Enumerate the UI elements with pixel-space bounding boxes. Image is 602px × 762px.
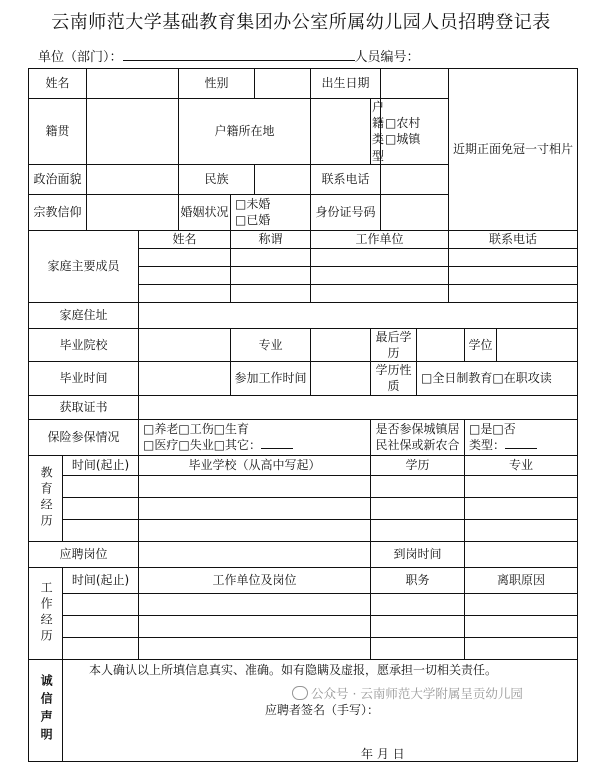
family-cell[interactable] [449,266,578,284]
edu-nature-options[interactable]: □全日制教育□在职攻读 [417,362,578,395]
watermark-text: 公众号 · 云南师范大学附属呈贡幼儿园 [311,686,523,701]
label-arrive: 到岗时间 [371,541,465,567]
label-marital: 婚姻状况 [179,194,231,230]
type-blank[interactable] [505,438,537,449]
label-birth: 出生日期 [311,69,381,99]
insurance-line1[interactable]: □养老□工伤□生育 [143,421,250,436]
edu-cell[interactable] [139,519,371,541]
work-cell[interactable] [139,637,371,659]
header-line [38,46,420,65]
label-id-no: 身份证号码 [311,194,381,230]
work-cell[interactable] [63,593,139,615]
edu-cell[interactable] [465,497,578,519]
label-degree: 学位 [465,328,497,361]
label-hukou-loc: 户籍所在地 [179,99,311,165]
field-phone[interactable] [381,164,449,194]
label-family [29,230,139,302]
edu-col-school: 毕业学校（从高中写起） [139,455,371,475]
unit-label: 单位（部门）： [38,50,123,65]
field-major[interactable] [311,328,371,361]
field-religion[interactable] [87,194,179,230]
label-edu: 最后学历 [371,328,417,361]
family-cell[interactable] [311,266,449,284]
work-row [29,637,578,659]
family-cell[interactable] [311,248,449,266]
edu-cell[interactable] [63,475,139,497]
yesno-options[interactable]: □是□否 [469,421,516,436]
insurance-yesno[interactable] [465,419,578,455]
edu-col-major: 专业 [465,455,578,475]
edu-col-degree: 学历 [371,455,465,475]
label-work-time: 参加工作时间 [231,362,311,395]
watermark [292,684,523,702]
family-cell[interactable] [231,266,311,284]
label-position: 应聘岗位 [29,541,139,567]
edu-cell[interactable] [465,475,578,497]
edu-cell[interactable] [371,497,465,519]
work-col-time: 时间(起止) [63,567,139,593]
family-cell[interactable] [231,248,311,266]
edu-cell[interactable] [139,497,371,519]
work-col-title: 职务 [371,567,465,593]
field-birth[interactable] [381,69,449,99]
honesty-statement: 本人确认以上所填信息真实、准确。如有隐瞒及虚报，愿承担一切相关责任。 [89,662,498,677]
label-native: 籍贯 [29,99,87,165]
work-cell[interactable] [139,615,371,637]
field-position[interactable] [139,541,371,567]
family-cell[interactable] [449,284,578,302]
wechat-icon [292,686,308,700]
registration-form [28,68,578,762]
field-cert[interactable] [139,395,578,419]
family-col-name: 姓名 [139,230,231,248]
label-gender: 性别 [179,69,255,99]
label-work: 工作经历 [29,567,63,659]
edu-cell[interactable] [371,475,465,497]
option-urban[interactable]: □城镇 [385,132,421,147]
label-insurance: 保险参保情况 [29,419,139,455]
insurance-question: 是否参保城镇居民社保或新农合 [371,419,465,455]
family-col-workplace: 工作单位 [311,230,449,248]
insurance-line2[interactable]: □医疗□失业□其它： [143,438,262,452]
signature-label[interactable]: 应聘者签名（手写）： [265,702,380,717]
field-politics[interactable] [87,164,179,194]
edu-row [29,497,578,519]
work-cell[interactable] [139,593,371,615]
work-cell[interactable] [63,637,139,659]
field-name[interactable] [87,69,179,99]
edu-cell[interactable] [371,519,465,541]
edu-cell[interactable] [465,519,578,541]
label-honesty: 诚信声明 [29,659,63,761]
field-native[interactable] [87,99,179,165]
label-phone: 联系电话 [311,164,381,194]
family-label-text: 家庭主要成员 [47,259,120,274]
work-cell[interactable] [63,615,139,637]
field-gender[interactable] [255,69,311,99]
work-row [29,615,578,637]
field-ethnic[interactable] [255,164,311,194]
field-edu[interactable] [417,328,465,361]
field-work-time[interactable] [311,362,371,395]
family-col-relation: 称谓 [231,230,311,248]
work-cell[interactable] [371,615,465,637]
label-grad-time: 毕业时间 [29,362,139,395]
field-id-no[interactable] [381,194,449,230]
work-cell[interactable] [465,593,578,615]
field-grad-time[interactable] [139,362,231,395]
field-hukou-loc[interactable] [311,99,371,165]
label-major: 专业 [231,328,311,361]
label-school: 毕业院校 [29,328,139,361]
other-blank[interactable] [261,438,293,449]
label-edu-nature: 学历性质 [371,362,417,395]
edu-row [29,475,578,497]
staff-no-label: 人员编号： [354,50,420,65]
work-row [29,593,578,615]
work-col-unit: 工作单位及岗位 [139,567,371,593]
edu-col-time: 时间(起止) [63,455,139,475]
edu-cell[interactable] [139,475,371,497]
hukou-type-options[interactable] [381,99,449,165]
field-school[interactable] [139,328,231,361]
insurance-options[interactable] [139,419,371,455]
family-cell[interactable] [231,284,311,302]
family-cell[interactable] [139,266,231,284]
label-address: 家庭住址 [29,302,139,328]
marital-options[interactable] [231,194,311,230]
label-ethnic: 民族 [179,164,255,194]
work-col-reason: 离职原因 [465,567,578,593]
option-rural[interactable]: □农村 [385,116,421,131]
honesty-statement-box [63,659,578,761]
option-unmarried[interactable]: □未婚 [235,197,271,212]
work-cell[interactable] [465,615,578,637]
unit-field[interactable] [123,48,355,61]
type-label: 类型： [469,438,506,452]
family-cell[interactable] [311,284,449,302]
label-politics: 政治面貌 [29,164,87,194]
edu-cell[interactable] [63,519,139,541]
page-title: 云南师范大学基础教育集团办公室所属幼儿园人员招聘登记表 [51,12,551,33]
family-col-phone: 联系电话 [449,230,578,248]
photo-box[interactable] [449,69,578,231]
label-religion: 宗教信仰 [29,194,87,230]
option-married[interactable]: □已婚 [235,213,271,228]
label-cert: 获取证书 [29,395,139,419]
label-hukou-type: 户籍类型 [372,100,385,163]
field-address[interactable] [139,302,578,328]
label-name: 姓名 [29,69,87,99]
work-cell[interactable] [465,637,578,659]
family-cell[interactable] [139,284,231,302]
work-cell[interactable] [371,593,465,615]
family-cell[interactable] [139,248,231,266]
edu-row [29,519,578,541]
family-cell[interactable] [449,248,578,266]
label-education: 教育经历 [29,455,63,541]
field-degree[interactable] [497,328,578,361]
date-label[interactable]: 年 月 日 [361,746,405,761]
edu-cell[interactable] [63,497,139,519]
photo-label: 近期正面免冠一寸相片 [453,142,574,157]
work-cell[interactable] [371,637,465,659]
field-arrive[interactable] [465,541,578,567]
